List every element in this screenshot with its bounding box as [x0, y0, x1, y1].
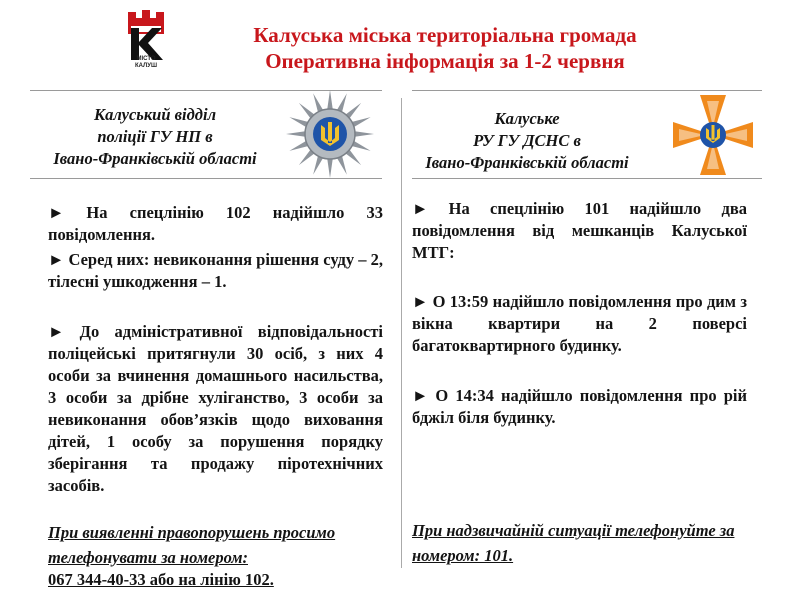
- dsns-org-line-3: Івано-Франківській області: [425, 153, 629, 172]
- dsns-item-1: ► На спецлінію 101 надійшло два повідомлення від мешканців Калуської МТГ:: [412, 199, 747, 262]
- logo-caption: МІСТО КАЛУШ: [134, 56, 158, 69]
- org-divider-right: [412, 178, 762, 179]
- police-department-name: [30, 104, 280, 170]
- police-item-3: ► До адміністративної відповідальності поліцейські притягнули 30 осіб, з них 4 особи за вчинення домашнього насильства, 3 особи за дрібне хуліганство, 3 особи за невиконання обов’язків щодо виховання дітей, 1 особу за порушення порядку зберігання та продажу піротехнічних засобів.: [48, 322, 383, 495]
- police-org-line-2: поліції ГУ НП в: [97, 127, 213, 146]
- dsns-org-line-2: РУ ГУ ДСНС в: [473, 131, 581, 150]
- dsns-department-name: [396, 108, 658, 174]
- police-org-line-1: Калуський відділ: [93, 105, 217, 124]
- dsns-footer-note: При надзвичайній ситуації телефонуйте за номером: 101.: [412, 521, 735, 565]
- police-phone-number: 067 344-40-33 або на лінію 102.: [48, 570, 274, 589]
- police-item-2: ► Серед них: невиконання рішення суду – 2, тілесні ушкодження – 1.: [48, 250, 384, 291]
- police-org-line-3: Івано-Франківській області: [53, 149, 257, 168]
- dsns-item-2: ► О 13:59 надійшло повідомлення про дим з вікна квартири на 2 поверсі багатоквартирного будинку.: [412, 292, 747, 355]
- police-footer-note: При виявленні правопорушень просимо телефонувати за номером:: [48, 523, 336, 567]
- dsns-item-3: ► О 14:34 надійшло повідомлення про рій бджіл біля будинку.: [412, 386, 747, 427]
- page-subtitle: Оперативна інформація за 1-2 червня: [265, 49, 625, 73]
- page-title: Калуська міська територіальна громада: [253, 23, 637, 47]
- dsns-org-line-1: Калуське: [494, 109, 560, 128]
- police-star-icon: [284, 88, 376, 180]
- police-item-1: ► На спецлінію 102 надійшло 33 повідомлення.: [48, 203, 383, 244]
- header-divider-right: [412, 90, 762, 91]
- dsns-cross-icon: [670, 92, 756, 178]
